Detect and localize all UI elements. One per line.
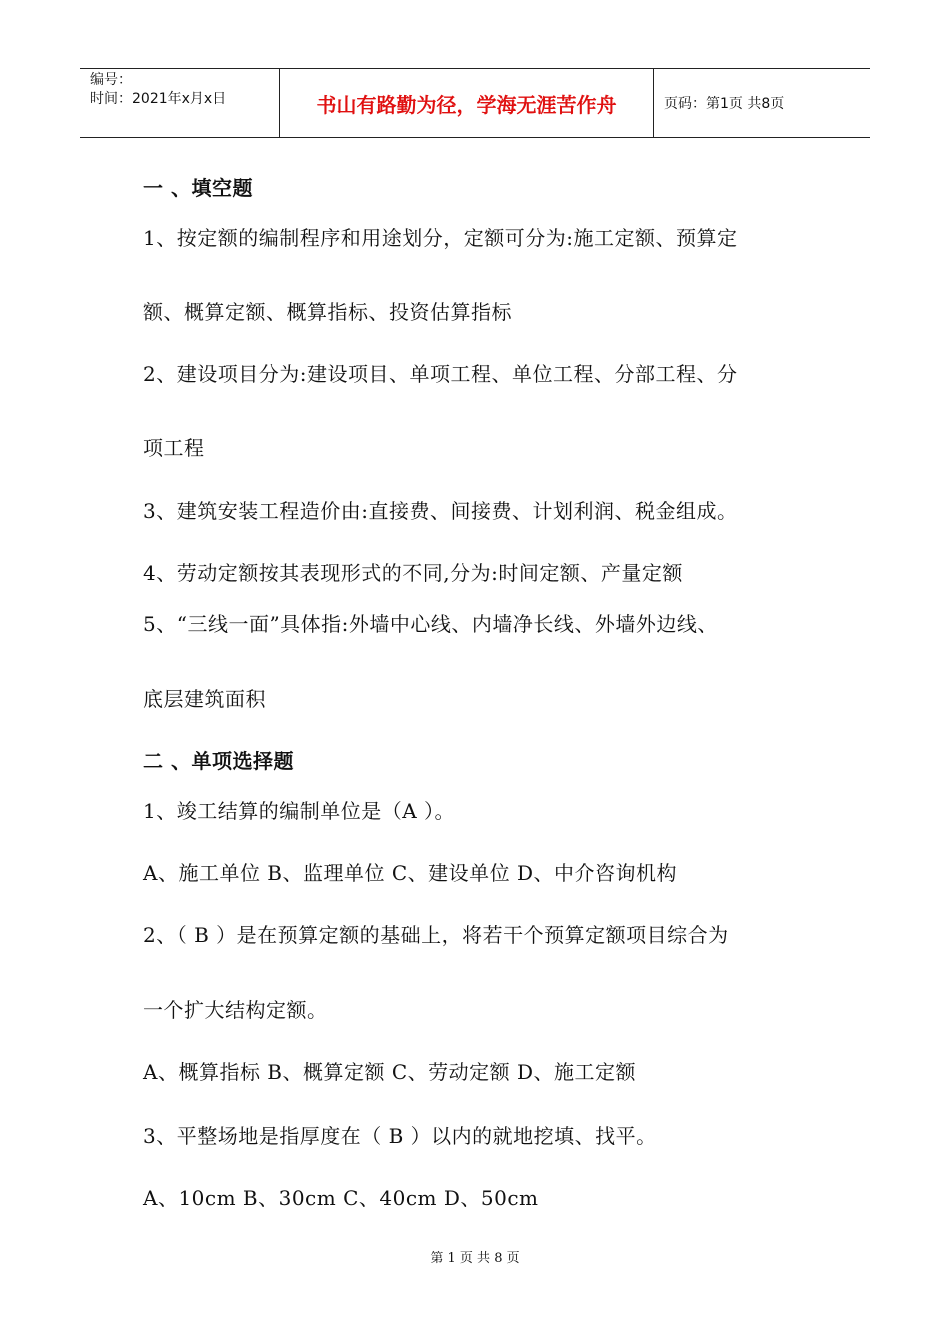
question-line: 2、（ B ）是在预算定额的基础上，将若干个预算定额项目综合为 [143,923,729,947]
answer-options: A、10cm B、30cm C、40cm D、50cm [143,1186,539,1210]
section-heading-single-choice: 二 、单项选择题 [143,749,294,773]
document-date: 时间：2021年x月x日 [90,91,227,107]
question-line: 1、竣工结算的编制单位是（A ）。 [143,799,456,823]
question-line: 3、建筑安装工程造价由:直接费、间接费、计划利润、税金组成。 [143,499,738,523]
question-line: 底层建筑面积 [143,687,266,711]
question-line: 2、建设项目分为:建设项目、单项工程、单位工程、分部工程、分 [143,362,738,386]
question-line: 5、“三线一面”具体指:外墙中心线、内墙净长线、外墙外边线、 [143,612,718,636]
header-meta [80,69,280,137]
question-line: 额、概算定额、概算指标、投资估算指标 [143,300,512,324]
question-line: 3、平整场地是指厚度在（ B ）以内的就地挖填、找平。 [143,1124,657,1148]
question-line: 1、按定额的编制程序和用途划分，定额可分为:施工定额、预算定 [143,226,738,250]
question-line: 一个扩大结构定额。 [143,998,328,1022]
document-number-label: 编号： [90,72,132,88]
page-footer: 第 1 页 共 8 页 [430,1251,520,1266]
header-page-info: 页码：第1页 共8页 [664,96,785,112]
question-line: 4、劳动定额按其表现形式的不同,分为:时间定额、产量定额 [143,561,683,585]
page-header [80,68,870,138]
answer-options: A、施工单位 B、监理单位 C、建设单位 D、中介咨询机构 [143,861,678,885]
answer-options: A、概算指标 B、概算定额 C、劳动定额 D、施工定额 [143,1060,637,1084]
header-motto: 书山有路勤为径，学海无涯苦作舟 [280,69,654,137]
question-line: 项工程 [143,436,205,460]
section-heading-fill-in-blank: 一 、填空题 [143,176,253,200]
